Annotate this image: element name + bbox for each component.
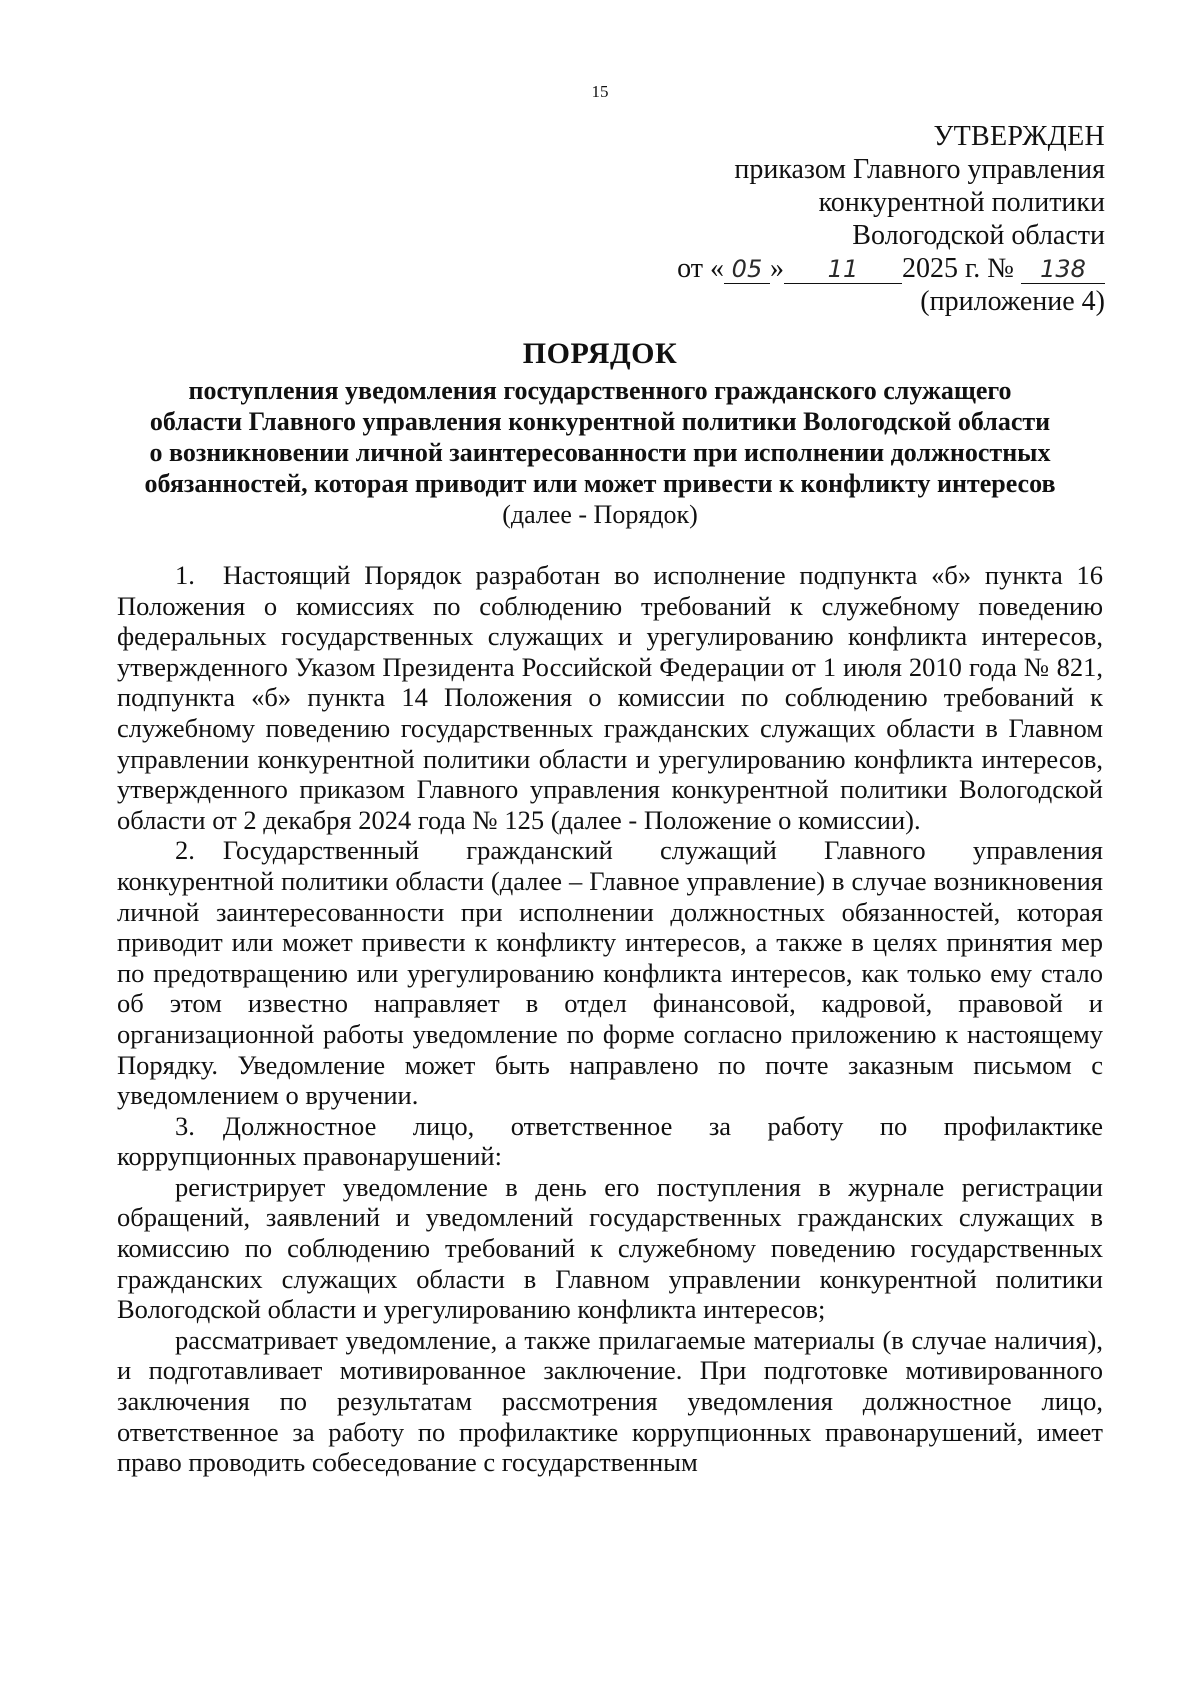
document-subtitle [100, 375, 1100, 499]
document-body [117, 560, 1103, 1478]
paragraph-1 [117, 560, 1103, 835]
date-year: 2025 г. № [901, 253, 1014, 284]
subtitle-line: поступления уведомления государственного гражданского служащего [188, 376, 1012, 405]
paragraph-3-item-2 [117, 1325, 1103, 1478]
paragraph-2 [117, 835, 1103, 1110]
paragraph-3 [117, 1111, 1103, 1172]
subtitle-line: о возникновении личной заинтересованности при исполнении должностных [149, 438, 1051, 467]
paragraph-number: 3. [175, 1110, 195, 1141]
handwritten-order-number: 138 [1021, 255, 1105, 284]
approval-line-1: приказом Главного управления [734, 154, 1105, 185]
date-separator: » [769, 253, 784, 284]
paragraph-number: 1. [175, 560, 195, 590]
document-title-block [100, 335, 1100, 530]
page-number: 15 [591, 82, 609, 101]
paragraph-text: Настоящий Порядок разработан во исполнение подпункта «б» пункта 16 Положения о комиссиях по соблюдению требований к служебному поведению федеральных государственных служащих и урегулированию конфликта интересов, утвержденного Указом Президента Российской Федерации от 1 июля 2010 года № 821, подпункта «б» пункта 14 Положения о комиссии по соблюдению требований к служебному поведению государственных гражданских служащих области в Главном управлении конкурентной политики области и урегулированию конфликта интересов, утвержденного приказом Главного управления конкурентной политики Вологодской области от 2 декабря 2024 года № 125 (далее - Положение о комиссии). [117, 560, 1103, 835]
subtitle-line: обязанностей, которая приводит или может привести к конфликту интересов [144, 469, 1056, 498]
paragraph-3-item-1 [117, 1172, 1103, 1325]
handwritten-day: 05 [724, 255, 770, 284]
paragraph-number: 2. [175, 835, 195, 866]
paragraph-text: рассматривает уведомление, а также прилагаемые материалы (в случае наличия), и подготавливает мотивированное заключение. При подготовке мотивированного заключения по результатам рассмотрения уведомления должностное лицо, ответственное за работу по профилактике коррупционных правонарушений, имеет право проводить собеседование с государственным [117, 1324, 1103, 1478]
approval-date-line [677, 252, 1105, 285]
handwritten-month: 11 [784, 255, 902, 284]
approval-attachment: (приложение 4) [920, 286, 1105, 317]
date-prefix: от « [677, 253, 724, 284]
paragraph-text: Государственный гражданский служащий Главного управления конкурентной политики области (далее – Главное управление) в случае возникновения личной заинтересованности при исполнении должностных обязанностей, которая приводит или может привести к конфликту интересов, а также в целях принятия мер по предотвращению или урегулированию конфликта интересов, как только ему стало об этом известно направляет в отдел финансовой, кадровой, правовой и организационной работы уведомление по форме согласно приложению к настоящему Порядку. Уведомление может быть направлено по почте заказным письмом с уведомлением о вручении. [117, 835, 1103, 1111]
paragraph-text: Должностное лицо, ответственное за работу по профилактике коррупционных правонарушений: [117, 1110, 1103, 1172]
paragraph-text: регистрирует уведомление в день его поступления в журнале регистрации обращений, заявлений и уведомлений государственных гражданских служащих в комиссию по соблюдению требований к служебному поведению государственных гражданских служащих области в Главном управлении конкурентной политики Вологодской области и урегулированию конфликта интересов; [117, 1171, 1103, 1325]
approval-block [677, 120, 1105, 318]
subtitle-note: (далее - Порядок) [502, 500, 698, 529]
approval-stamp: УТВЕРЖДЕН [933, 121, 1105, 152]
approval-line-2: конкурентной политики [818, 187, 1105, 218]
approval-line-3: Вологодской области [852, 220, 1105, 251]
subtitle-line: области Главного управления конкурентной политики Вологодской области [149, 407, 1051, 436]
document-title: ПОРЯДОК [522, 337, 678, 370]
